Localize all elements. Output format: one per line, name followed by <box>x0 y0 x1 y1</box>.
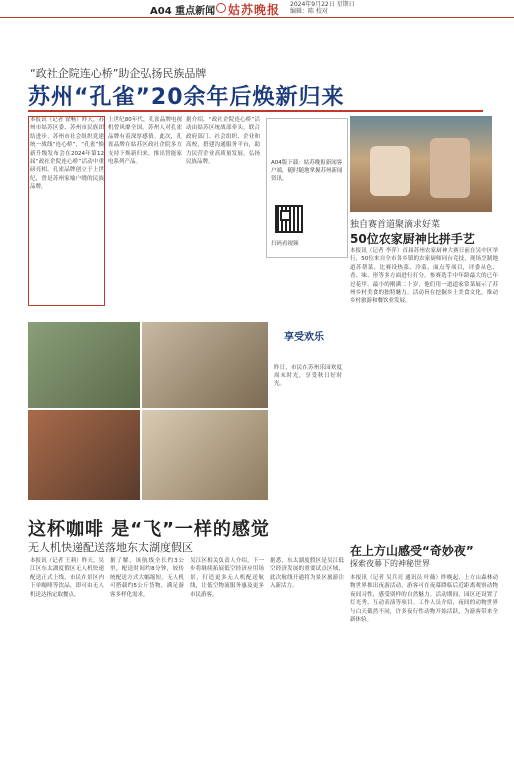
photo-collage <box>28 322 268 500</box>
bottom-right-body: 本报讯（记者 吴兵亮 通讯员 叶薇）昨晚起，上方山森林动物世界推出夜游活动，游客可在夜幕降临后近距离观察动物夜间习性，感受别样的自然魅力。活动期间，园区还设置了灯光秀、互动表演等项目。工作人员介绍，夜间的动物世界与白天截然不同，许多夜行性动物开始活跃，为游客带来全新体验。 <box>350 575 498 624</box>
photo-caption-title: 享受欢乐 <box>284 332 324 343</box>
bottom-left-body <box>28 557 348 753</box>
right-mid-headline: 50位农家厨神比拼手艺 <box>350 232 475 246</box>
bottom-left-subheadline: 无人机快递配送落地东太湖度假区 <box>28 541 193 554</box>
feature-rule <box>28 110 483 112</box>
feature-kicker: “政社企院连心桥”助企弘扬民族品牌 <box>30 67 207 80</box>
feature-headline: 苏州“孔雀”20余年后焕新归来 <box>28 85 345 110</box>
qr-label: 扫码看视频 <box>271 241 299 247</box>
photo-caption-box <box>274 322 344 500</box>
page-header <box>0 0 514 18</box>
collage-photo-1 <box>28 322 140 408</box>
editor-credit: 编辑：陈 校对 <box>290 8 328 15</box>
feature-photo <box>350 116 492 212</box>
issue-date-block <box>290 1 355 15</box>
feature-col-2: 上世纪80年代，孔雀品牌电视机曾风靡全国。苏州人对孔雀品牌有着深厚感情。此次，孔雀品牌在姑苏区政社企院多方支持下焕新归来，推出智能家电系列产品。 <box>108 117 182 166</box>
right-mid-body: 本报讯（记者 李萍）首届苏州农家厨神大赛日前在吴中区举行，50位来自全市各乡镇的农家厨师同台竞技，现场烹制地道苏帮菜。比赛设热菜、冷菜、面点等项目，评委从色、香、味、形等多方面进行打分。参赛选手中年龄最大的已年过花甲，最小的刚满二十岁，他们用一道道家常菜展示了苏州乡村美食的独特魅力。活动旨在挖掘乡土美食文化，推动乡村旅游和餐饮业发展。 <box>350 248 498 305</box>
bottom-right-subheadline: 探索夜幕下的神秘世界 <box>350 559 430 568</box>
right-mid-kicker: 独自赛首道聚滴求好菜 <box>350 220 441 230</box>
collage-photo-3 <box>28 410 140 500</box>
bottom-left-headline: 这杯咖啡 是“飞”一样的感觉 <box>28 519 270 540</box>
collage-photo-2 <box>142 322 268 408</box>
photo-caption-body: 昨日，市民在苏州乐园欢度周末时光，享受秋日好时光。 <box>274 365 342 387</box>
qr-caption: A04版下载：姑苏晚报新闻客户端，随时随地掌握苏州新闻资讯。 <box>271 160 343 182</box>
section-label: A04 重点新闻 <box>150 6 216 17</box>
feature-col-1: 本报讯（记者 徐畅）昨天，苏州市姑苏区委、苏州市民族团结进步、苏州市社会组织党建统一战线“连心桥”，“孔雀”焕新升级发布会在2024年第12届“政社企院连心桥”活动中重磅亮相。孔雀品牌创立于上世纪，曾是苏州家喻户晓的民族品牌。 <box>30 117 104 191</box>
bottom-right-headline: 在上方山感受“奇妙夜” <box>350 544 474 558</box>
issue-date: 2024年9月22日 星期日 <box>290 1 355 8</box>
qr-code-icon[interactable] <box>275 205 303 233</box>
collage-photo-4 <box>142 410 268 500</box>
bottom-left-col-3: 吴江区相关负责人介绍，下一步将继续拓展低空经济应用场景，打造更多无人机配送航线，让低空物流服务惠及更多市民游客。 <box>190 558 264 598</box>
paper-name: 姑苏晚报 <box>228 3 281 17</box>
lead-box-frame <box>28 116 105 306</box>
bottom-left-col-4: 据悉，东太湖度假区是吴江低空经济发展的重要试点区域，此次航线开通将为景区旅游注入新活力。 <box>270 558 344 590</box>
bottom-left-col-2: 据了解，该航线全长约3公里，配送时间约8分钟，较传统配送方式大幅缩短。无人机可搭载约5公斤货物，满足游客多样化需求。 <box>110 558 184 598</box>
bottom-left-col-1: 本报讯（记者 王莉）昨天，吴江区东太湖度假区无人机快递配送正式上线，市民在景区内下单咖啡等饮品，即可由无人机送达指定取餐点。 <box>30 558 104 598</box>
qr-sidebar <box>266 118 348 258</box>
masthead-logo-icon <box>216 3 226 13</box>
feature-col-3: 据介绍，“政社企院连心桥”活动由姑苏区统战部牵头，联合政府部门、社会组织、企业和高校，搭建沟通服务平台，助力民营企业高质量发展，弘扬民族品牌。 <box>186 117 260 166</box>
